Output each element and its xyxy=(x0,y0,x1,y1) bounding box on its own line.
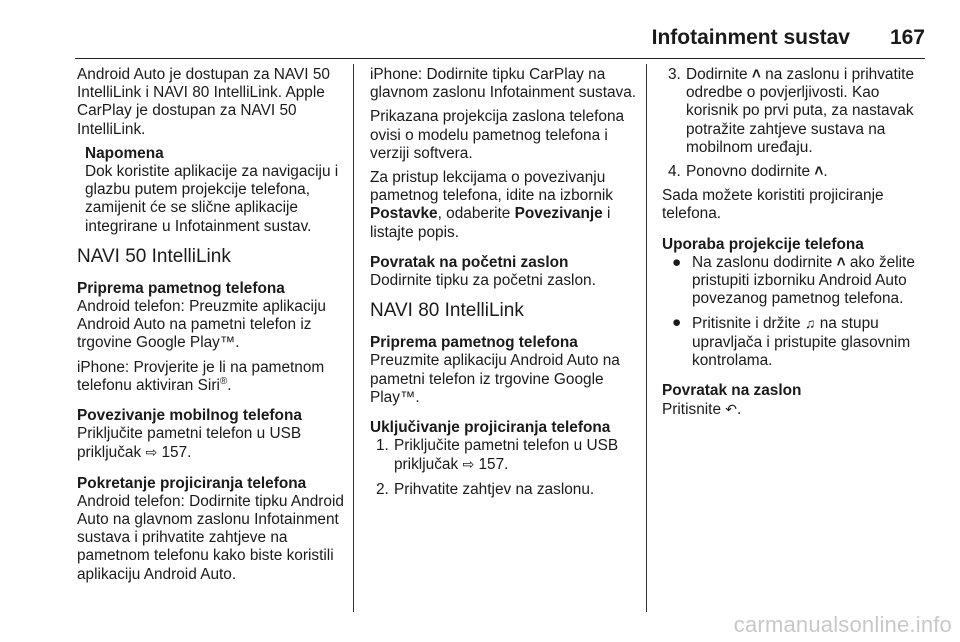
note-text: Dok koristite aplikacije za navigaciju i glazbu putem projekcije telefona, zamijenit će se slične aplikacije integrirane u Infotainment sustav. xyxy=(85,163,339,235)
enable-steps-continued xyxy=(662,66,930,181)
back-post: . xyxy=(737,401,742,419)
return-text: Dodirnite tipku za početni zaslon. xyxy=(370,272,596,290)
start-heading: Pokretanje projiciranja telefona xyxy=(77,474,307,492)
back-text xyxy=(662,400,930,419)
android-auto-icon: ˄ xyxy=(751,66,761,83)
column-divider-2 xyxy=(646,64,647,612)
now-text: Sada možete koristiti projiciranje telefona. xyxy=(662,187,884,223)
step-text: Priključite pametni telefon u USB priključak xyxy=(394,437,619,474)
enable-steps xyxy=(370,437,640,499)
list-item xyxy=(662,254,930,309)
back-pre: Pritisnite xyxy=(662,401,722,419)
page-header xyxy=(75,22,925,59)
step-number: 2. xyxy=(376,480,389,498)
prep-iphone-main: iPhone: Provjerite je li na pametnom telefonu aktiviran Siri xyxy=(77,358,325,394)
access-mid: , odaberite xyxy=(437,205,515,223)
prep-heading: Priprema pametnog telefona xyxy=(77,279,285,297)
column-1 xyxy=(77,66,345,590)
bullet-post: ako želite pristupiti izborniku Android Auto povezanog pametnog telefona. xyxy=(692,253,915,308)
column-divider-1 xyxy=(353,64,354,612)
access-pre: Za pristup lekcijama o povezivanju pametnog telefona, idite na izbornik xyxy=(370,169,613,205)
navi80-heading: NAVI 80 IntelliLink xyxy=(370,300,524,322)
return-heading: Povratak na početni zaslon xyxy=(370,253,569,271)
intro-paragraph: Android Auto je dostupan za NAVI 50 IntelliLink i NAVI 80 IntelliLink. Apple CarPlay je dostupan za NAVI 50 IntelliLink. xyxy=(77,66,330,138)
step-number: 4. xyxy=(668,163,681,181)
bullet-dot: ● xyxy=(672,253,682,271)
display-text: Prikazana projekcija zaslona telefona ovisi o modelu pametnog telefona i verziji softvera. xyxy=(370,108,625,162)
prep80-text: Preuzmite aplikaciju Android Auto na pametni telefon iz trgovine Google Play™. xyxy=(370,352,620,406)
bullet-post: na stupu upravljača i pristupite glasovnim kontrolama. xyxy=(692,315,911,369)
enable-heading: Uključivanje projiciranja telefona xyxy=(370,419,611,437)
connectivity-menu-name: Povezivanje xyxy=(514,205,603,223)
android-auto-icon: ˄ xyxy=(836,253,846,271)
settings-menu-name: Postavke xyxy=(370,205,438,223)
connect-page-ref[interactable]: 157. xyxy=(161,444,192,462)
step-post: na zaslonu i prihvatite odredbe o povjerljivosti. Kao korisnik po prvi puta, za nastavak potražite zahtjeve sustava na mobilnom uređaju. xyxy=(686,66,915,156)
list-item xyxy=(370,437,640,474)
bullet-pre: Na zaslonu dodirnite xyxy=(692,253,833,271)
section-title: Infotainment sustav xyxy=(651,26,850,49)
connect-text xyxy=(77,425,345,462)
step-number: 1. xyxy=(376,437,389,455)
reference-arrow-icon: ⇨ xyxy=(462,456,475,473)
step-number: 3. xyxy=(668,66,681,83)
prep80-heading: Priprema pametnog telefona xyxy=(370,334,578,352)
access-post: i listajte popis. xyxy=(370,205,611,241)
step-post: . xyxy=(823,163,828,181)
page-number: 167 xyxy=(889,26,925,49)
prep-android-text: Android telefon: Preuzmite aplikaciju Android Auto na pametni telefon iz trgovine Google Play™. xyxy=(77,298,326,352)
step-pre: Dodirnite xyxy=(686,66,748,83)
column-3 xyxy=(662,66,930,425)
bullet-pre: Pritisnite i držite xyxy=(692,315,801,333)
list-item xyxy=(370,481,640,499)
navi50-heading: NAVI 50 IntelliLink xyxy=(77,245,231,267)
note-box xyxy=(85,145,345,236)
access-text xyxy=(370,169,640,242)
voice-control-icon: ♫ xyxy=(804,315,816,332)
android-auto-icon: ˄ xyxy=(814,163,824,181)
note-title: Napomena xyxy=(85,144,164,162)
connect-heading: Povezivanje mobilnog telefona xyxy=(77,407,302,425)
step-pre: Ponovno dodirnite xyxy=(686,163,811,181)
list-item xyxy=(662,314,930,370)
reference-arrow-icon: ⇨ xyxy=(145,444,158,461)
step-page-ref[interactable]: 157. xyxy=(478,456,509,474)
list-item xyxy=(662,66,930,157)
iphone-carplay-text: iPhone: Dodirnite tipku CarPlay na glavnom zaslonu Infotainment sustava. xyxy=(370,66,637,102)
step-text: Prihvatite zahtjev na zaslonu. xyxy=(394,480,595,498)
back-heading: Povratak na zaslon xyxy=(662,382,802,400)
use-bullets xyxy=(662,254,930,370)
registered-mark: ® xyxy=(219,375,228,387)
watermark: carmanualsonline.info xyxy=(733,612,952,637)
prep-iphone-end: . xyxy=(227,376,232,394)
connect-main: Priključite pametni telefon u USB priključak xyxy=(77,425,302,462)
start-text: Android telefon: Dodirnite tipku Android Auto na glavnom zaslonu Infotainment sustava i prihvatite zahtjeve na pametnom telefonu kako biste koristili aplikaciju Android Auto. xyxy=(77,492,344,583)
column-2 xyxy=(370,66,640,505)
back-icon: ↶ xyxy=(725,401,738,418)
use-heading: Uporaba projekcije telefona xyxy=(662,235,864,253)
prep-iphone-text xyxy=(77,359,345,395)
list-item xyxy=(662,163,930,181)
bullet-dot: ● xyxy=(672,314,682,332)
